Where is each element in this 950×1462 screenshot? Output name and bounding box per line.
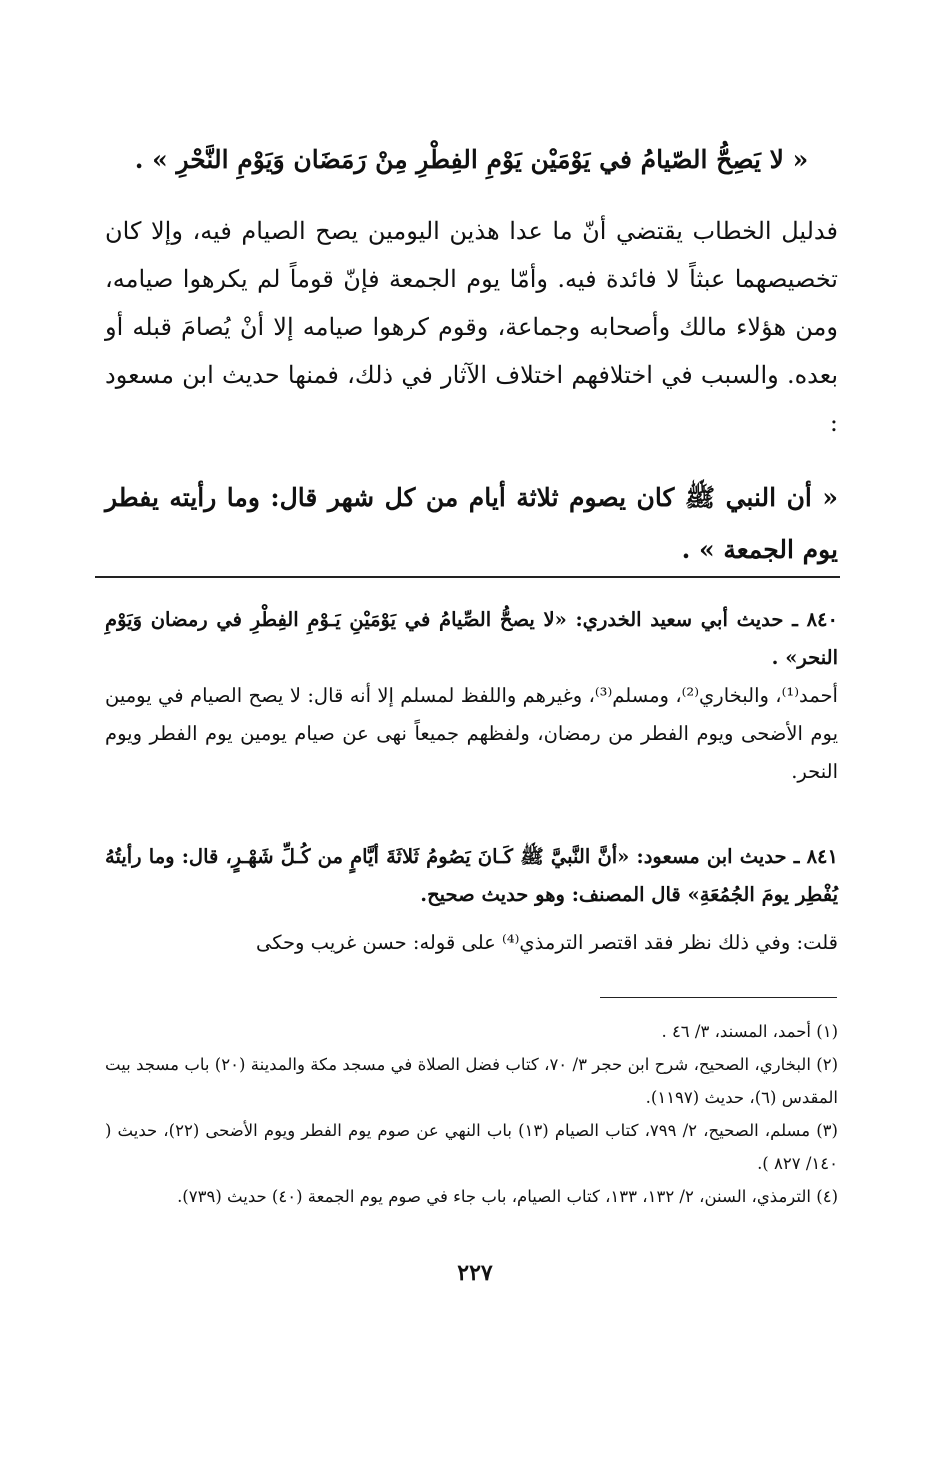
footnote-divider (600, 997, 837, 998)
hadith-840-block (105, 601, 838, 791)
hadith-841-heading: ٨٤١ ـ حديث ابن مسعود: «أنَّ النَّبيَّ ﷺ كَـانَ يَصُومُ ثَلاثَةَ أيَّامٍ من كُـلِّ شَهْـرٍ، قال: وما رأيتُهُ يُفْطِر يومَ الجُمُعَةِ» قال المصنف: وهو حديث صحيح. (105, 845, 838, 906)
main-paragraph: فدليل الخطاب يقتضي أنّ ما عدا هذين اليومين يصح الصيام فيه، وإلا كان تخصيصهما عبثاً لا فائدة فيه. وأمّا يوم الجمعة فإنّ قوماً لم يكرهوا صيامه، ومن هؤلاء مالك وأصحابه وجماعة، وقوم كرهوا صيامه إلا أنْ يُصامَ قبله أو بعده. والسبب في اختلافهم اختلاف الآثار في ذلك، فمنها حديث ابن مسعود : (105, 217, 838, 437)
hadith-840-text: أحمد⁽¹⁾، والبخاري⁽²⁾، ومسلم⁽³⁾، وغيرهم واللفظ لمسلم إلا أنه قال: لا يصح الصيام في يومين يوم الأضحى ويوم الفطر من رمضان، ولفظهم جميعاً نهى عن صيام يومين يوم الفطر ويوم النحر. (105, 684, 838, 783)
footnote-item: (١) أحمد، المسند، ٣/ ٤٦ . (661, 1022, 838, 1041)
footnote-item: (٢) البخاري، الصحيح، شرح ابن حجر ٣/ ٧٠، كتاب فضل الصلاة في مسجد مكة والمدينة (٢٠) باب مسجد بيت المقدس (٦)، حديث (١١٩٧). (105, 1055, 838, 1107)
footnotes-list (105, 1015, 838, 1213)
hadith-quote-1: « لا يَصِحُّ الصّيامُ في يَوْمَيْن يَوْمِ الفِطْرِ مِنْ رَمَضَان وَيَوْمِ النَّحْرِ » . (134, 145, 809, 174)
footnote-item: (٣) مسلم، الصحيح، ٢/ ٧٩٩، كتاب الصيام (١٣) باب النهي عن صوم يوم الفطر ويوم الأضحى (٢٢)، حديث ( ١٤٠/ ٨٢٧ ). (105, 1121, 838, 1173)
hadith-quote-2: « أن النبي ﷺ كان يصوم ثلاثة أيام من كل شهر قال: وما رأيته يفطر يوم الجمعة » . (105, 483, 838, 564)
footnote-item: (٤) الترمذي، السنن، ٢/ ١٣٢، ١٣٣، كتاب الصيام، باب جاء في صوم يوم الجمعة (٤٠) حديث (٧٣٩). (177, 1187, 838, 1206)
hadith-841-block (105, 838, 838, 962)
hadith-841-text: قلت: وفي ذلك نظر فقد اقتصر الترمذي⁽⁴⁾ على قوله: حسن غريب وحكى (255, 931, 838, 954)
hadith-840-heading: ٨٤٠ ـ حديث أبي سعيد الخدري: «لا يصحُّ الصِّيامُ في يَوْمَيْنِ يَـوْمِ الفِطْرِ في رمضان وَيَوْمِ النحر» . (105, 608, 838, 669)
section-divider (95, 576, 840, 578)
page-number: ٢٢٧ (457, 1260, 493, 1286)
